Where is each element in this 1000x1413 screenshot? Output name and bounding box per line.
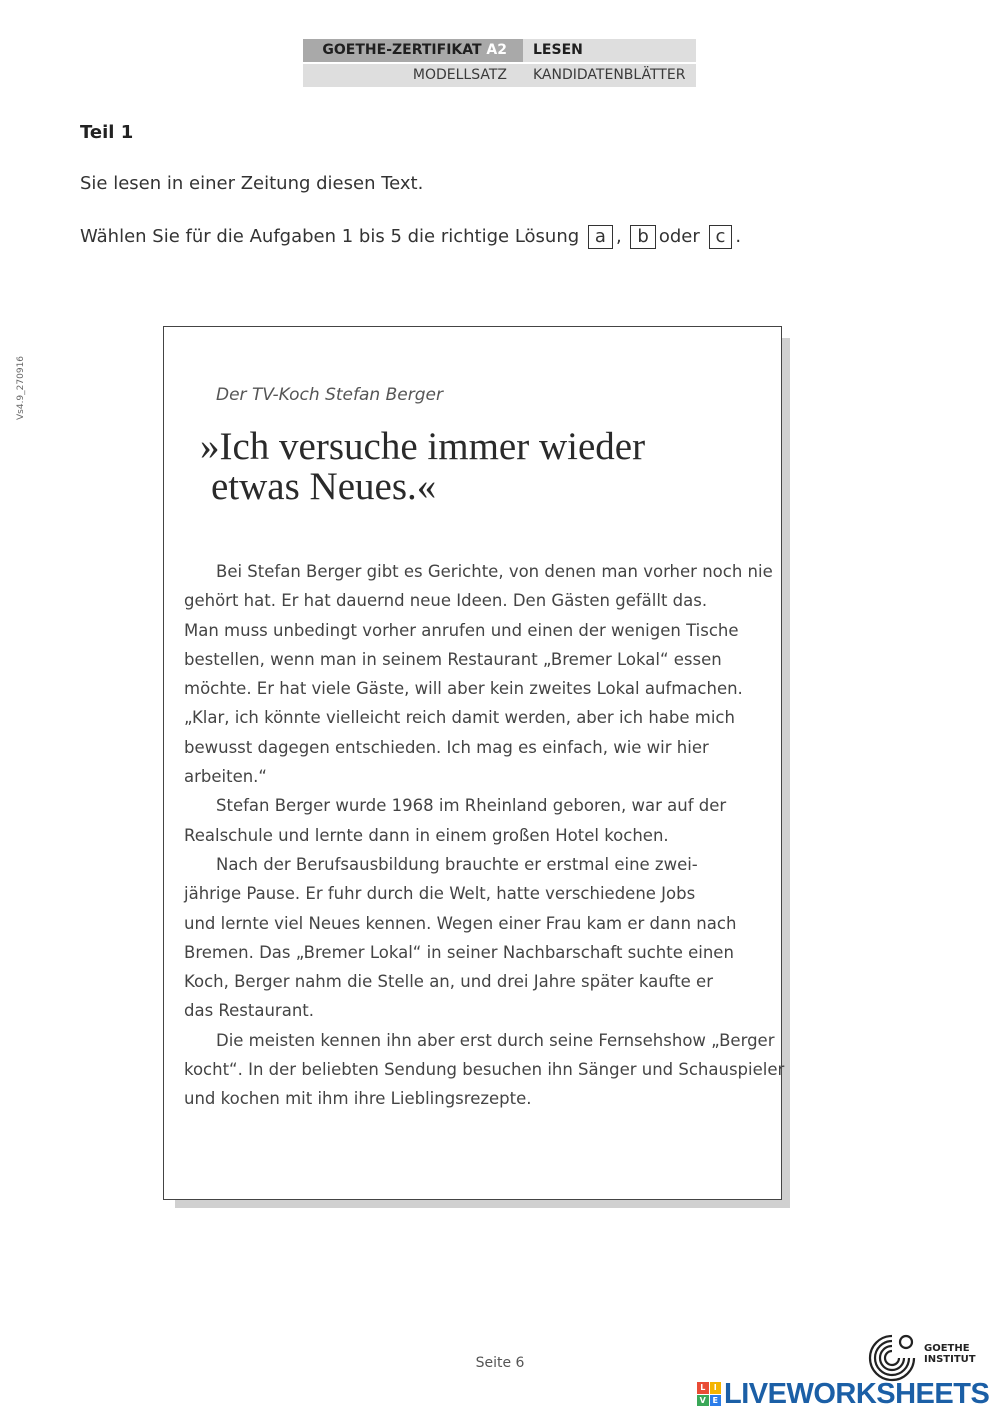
task-intro: Sie lesen in einer Zeitung diesen Text. [80,173,424,194]
live-tile-l: L [697,1382,709,1394]
task-instruction [80,225,741,249]
header-row-2 [303,64,696,87]
separator-or: oder [658,226,700,247]
exam-level: A2 [486,42,507,58]
section-name: LESEN [523,39,696,62]
set-name: MODELLSATZ [303,64,523,87]
goethe-line-1: GOETHE [924,1343,970,1354]
article-line: bestellen, wenn man in seinem Restaurant „Bremer Lokal“ essen [184,649,722,669]
goethe-wordmark [924,1343,976,1365]
separator-comma: , [615,226,622,247]
exam-title: GOETHE-ZERTIFIKAT [322,42,482,58]
article-line: gehört hat. Er hat dauernd neue Ideen. Den Gästen gefällt das. [184,591,708,611]
headline-line-1: »Ich versuche immer wieder [200,425,646,468]
instruction-end: . [735,226,742,247]
live-tile-e: E [710,1395,722,1407]
article-line: möchte. Er hat viele Gäste, will aber kein zweites Lokal aufmachen. [184,679,743,699]
page-number: Seite 6 [475,1355,525,1371]
article-line: Realschule und lernte dann in einem großen Hotel kochen. [184,825,669,845]
goethe-swirl-icon [866,1333,918,1383]
liveworksheets-wordmark: LIVEWORKSHEETS [724,1378,990,1410]
liveworksheets-logo [697,1378,997,1408]
exam-header [303,39,696,89]
article-line: das Restaurant. [184,1001,315,1021]
exam-name [303,39,523,62]
sheet-type: KANDIDATENBLÄTTER [523,64,696,87]
article-headline [200,427,645,507]
newspaper-article [163,326,785,1200]
article-line: und kochen mit ihm ihre Lieblingsrezepte. [184,1089,532,1109]
article-body [184,557,785,1114]
article-line: jährige Pause. Er fuhr durch die Welt, hatte verschiedene Jobs [184,884,696,904]
task-title: Teil 1 [80,122,134,143]
article-line: arbeiten.“ [184,767,267,787]
option-a-box: a [588,225,613,249]
article-line: kocht“. In der beliebten Sendung besuchen ihn Sänger und Schauspieler [184,1060,785,1080]
goethe-line-2: INSTITUT [924,1354,976,1365]
article-line: Koch, Berger nahm die Stelle an, und drei Jahre später kaufte er [184,972,713,992]
article-line: „Klar, ich könnte vielleicht reich damit werden, aber ich habe mich [184,708,735,728]
article-line: Stefan Berger wurde 1968 im Rheinland geboren, war auf der [216,796,727,816]
article-line: Bei Stefan Berger gibt es Gerichte, von denen man vorher noch nie [216,562,773,581]
live-tile-v: V [697,1395,709,1407]
option-b-box: b [630,225,655,249]
headline-line-2: etwas Neues.« [211,465,437,508]
version-code: Vs4.9_270916 [16,355,26,420]
article-line: und lernte viel Neues kennen. Wegen einer Frau kam er dann nach [184,913,737,933]
live-tile-i: I [710,1382,722,1394]
article-line: Bremen. Das „Bremer Lokal“ in seiner Nachbarschaft suchte einen [184,942,734,962]
article-line: Man muss unbedingt vorher anrufen und einen der wenigen Tische [184,620,739,640]
article-kicker: Der TV-Koch Stefan Berger [216,385,443,405]
option-c-box: c [709,225,733,249]
live-tiles-icon [697,1382,721,1406]
article-line: bewusst dagegen entschieden. Ich mag es einfach, wie wir hier [184,737,709,757]
article-line: Die meisten kennen ihn aber erst durch seine Fernsehshow „Berger [216,1030,775,1050]
instruction-text: Wählen Sie für die Aufgaben 1 bis 5 die richtige Lösung [80,226,580,247]
goethe-institut-logo [866,1333,986,1383]
article-line: Nach der Berufsausbildung brauchte er erstmal eine zwei- [216,854,698,874]
header-row-1 [303,39,696,62]
